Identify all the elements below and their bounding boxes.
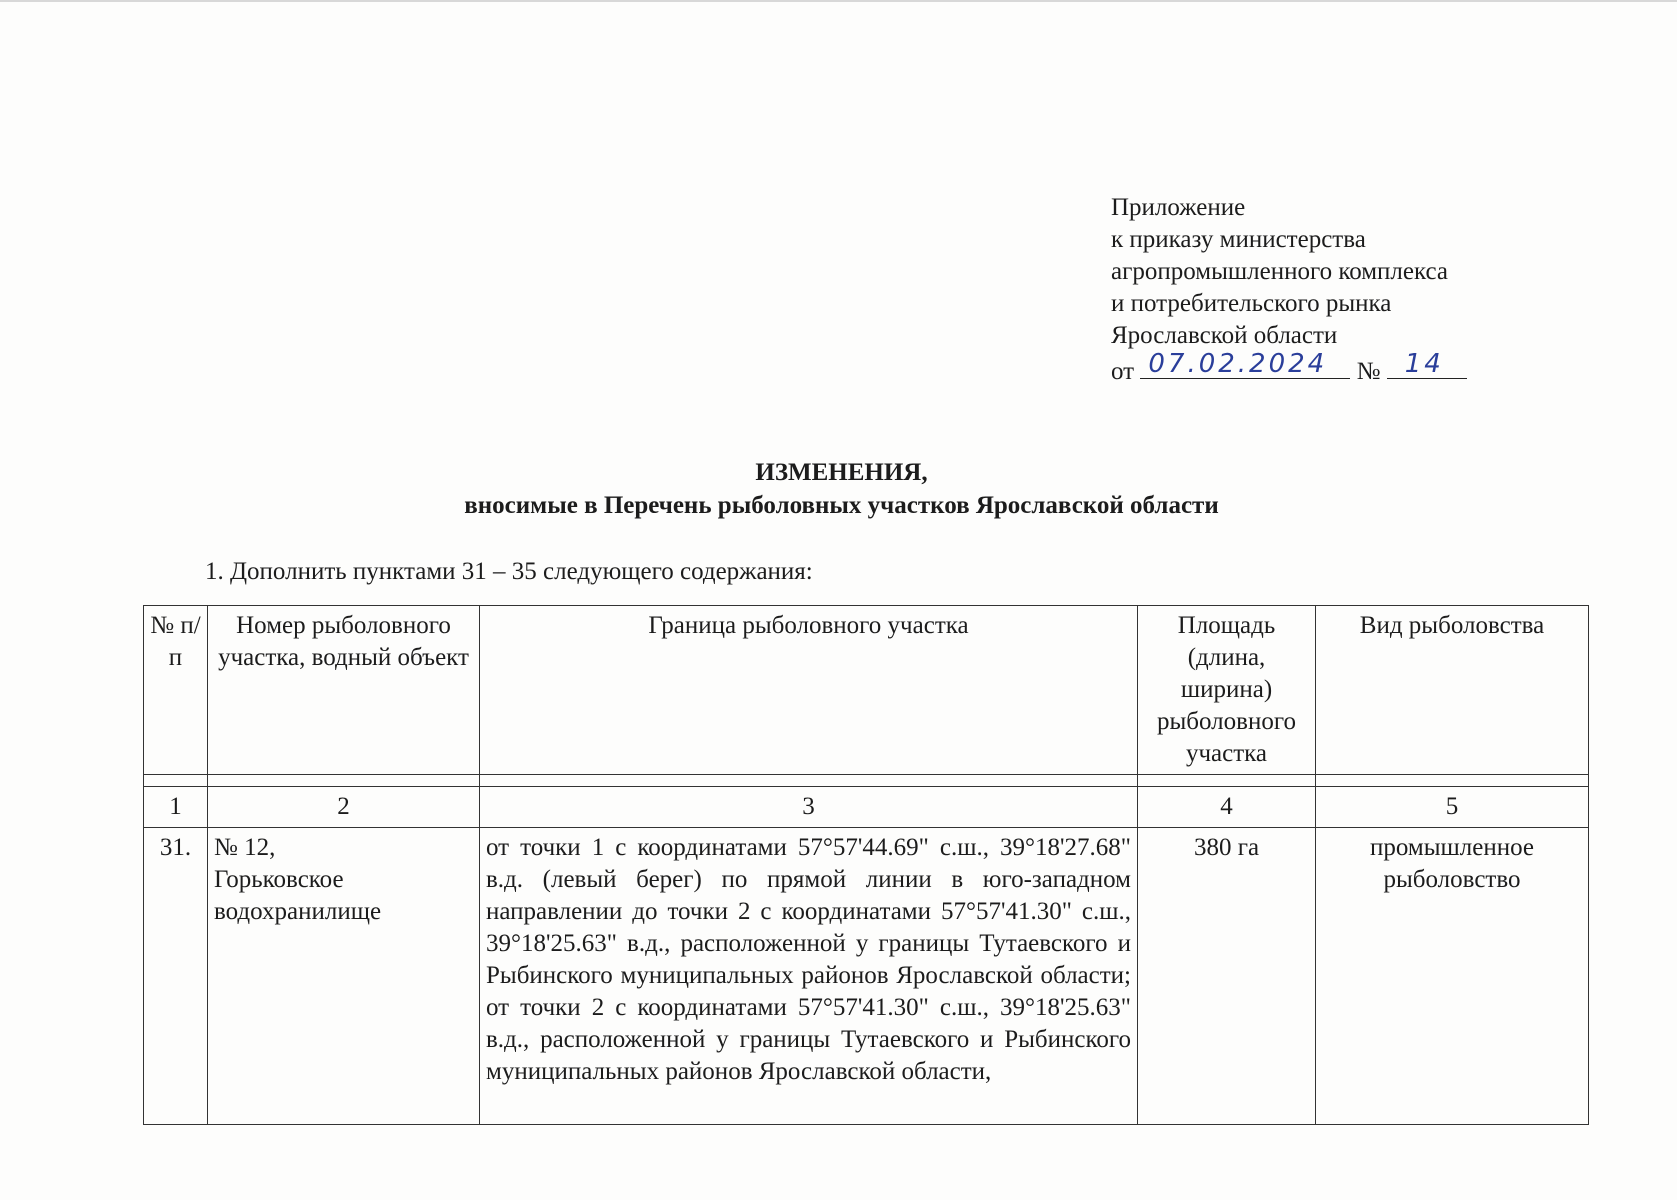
table-header-row <box>144 606 1589 775</box>
plot-number: № 12, <box>214 834 276 861</box>
title-line-1: ИЗМЕНЕНИЯ, <box>755 459 928 486</box>
plot-cell <box>208 828 480 1125</box>
column-number: 2 <box>208 787 480 828</box>
water-body: Горьковское водохранилище <box>214 866 382 925</box>
appendix-date-line <box>1111 349 1531 388</box>
appendix-line: агропромышленного комплекса <box>1111 258 1449 285</box>
column-number: 4 <box>1138 787 1316 828</box>
handwritten-date: 07.02.2024 <box>1148 349 1328 379</box>
from-label: от <box>1111 358 1135 385</box>
intro-paragraph: 1. Дополнить пунктами 31 – 35 следующего содержания: <box>205 558 813 585</box>
scan-edge <box>0 0 1677 2</box>
handwritten-number: 14 <box>1404 349 1444 379</box>
document-title <box>0 456 1677 522</box>
title-line-2: вносимые в Перечень рыболовных участков Ярославской области <box>464 492 1219 519</box>
header-cell: Номер рыболовного участка, водный объект <box>208 606 480 775</box>
appendix-line: Приложение <box>1111 194 1246 221</box>
header-cell: Вид рыболовства <box>1316 606 1589 775</box>
appendix-block <box>1111 192 1531 388</box>
appendix-line: и потребительского рынка <box>1111 290 1392 317</box>
date-field <box>1140 349 1350 379</box>
table-separator <box>144 775 1589 787</box>
number-sign: № <box>1356 358 1381 385</box>
boundary-cell: от точки 1 с координатами 57°57'44.69" с.ш., 39°18'27.68" в.д. (левый берег) по прямой линии в юго-западном направлении до точки 2 с координатами 57°57'41.30" с.ш., 39°18'25.63" в.д., расположенной у границы Тутаевского и Рыбинского муниципальных районов Ярославской области; от точки 2 с координатами 57°57'41.30" с.ш., 39°18'25.63" в.д., расположенной у границы Тутаевского и Рыбинского муниципальных районов Ярославской области, <box>480 828 1138 1125</box>
table-row <box>144 828 1589 1125</box>
appendix-line: Ярославской области <box>1111 322 1338 349</box>
header-cell: Площадь (длина, ширина) рыболовного участка <box>1138 606 1316 775</box>
header-cell: № п/п <box>144 606 208 775</box>
column-number: 5 <box>1316 787 1589 828</box>
row-number: 31. <box>144 828 208 1125</box>
fishing-plots-table <box>143 605 1589 1125</box>
header-cell: Граница рыболовного участка <box>480 606 1138 775</box>
area-cell: 380 га <box>1138 828 1316 1125</box>
number-field <box>1387 349 1467 379</box>
appendix-line: к приказу министерства <box>1111 226 1366 253</box>
column-number: 1 <box>144 787 208 828</box>
column-number: 3 <box>480 787 1138 828</box>
fishing-type-cell: промышленное рыболовство <box>1316 828 1589 1125</box>
column-number-row <box>144 787 1589 828</box>
